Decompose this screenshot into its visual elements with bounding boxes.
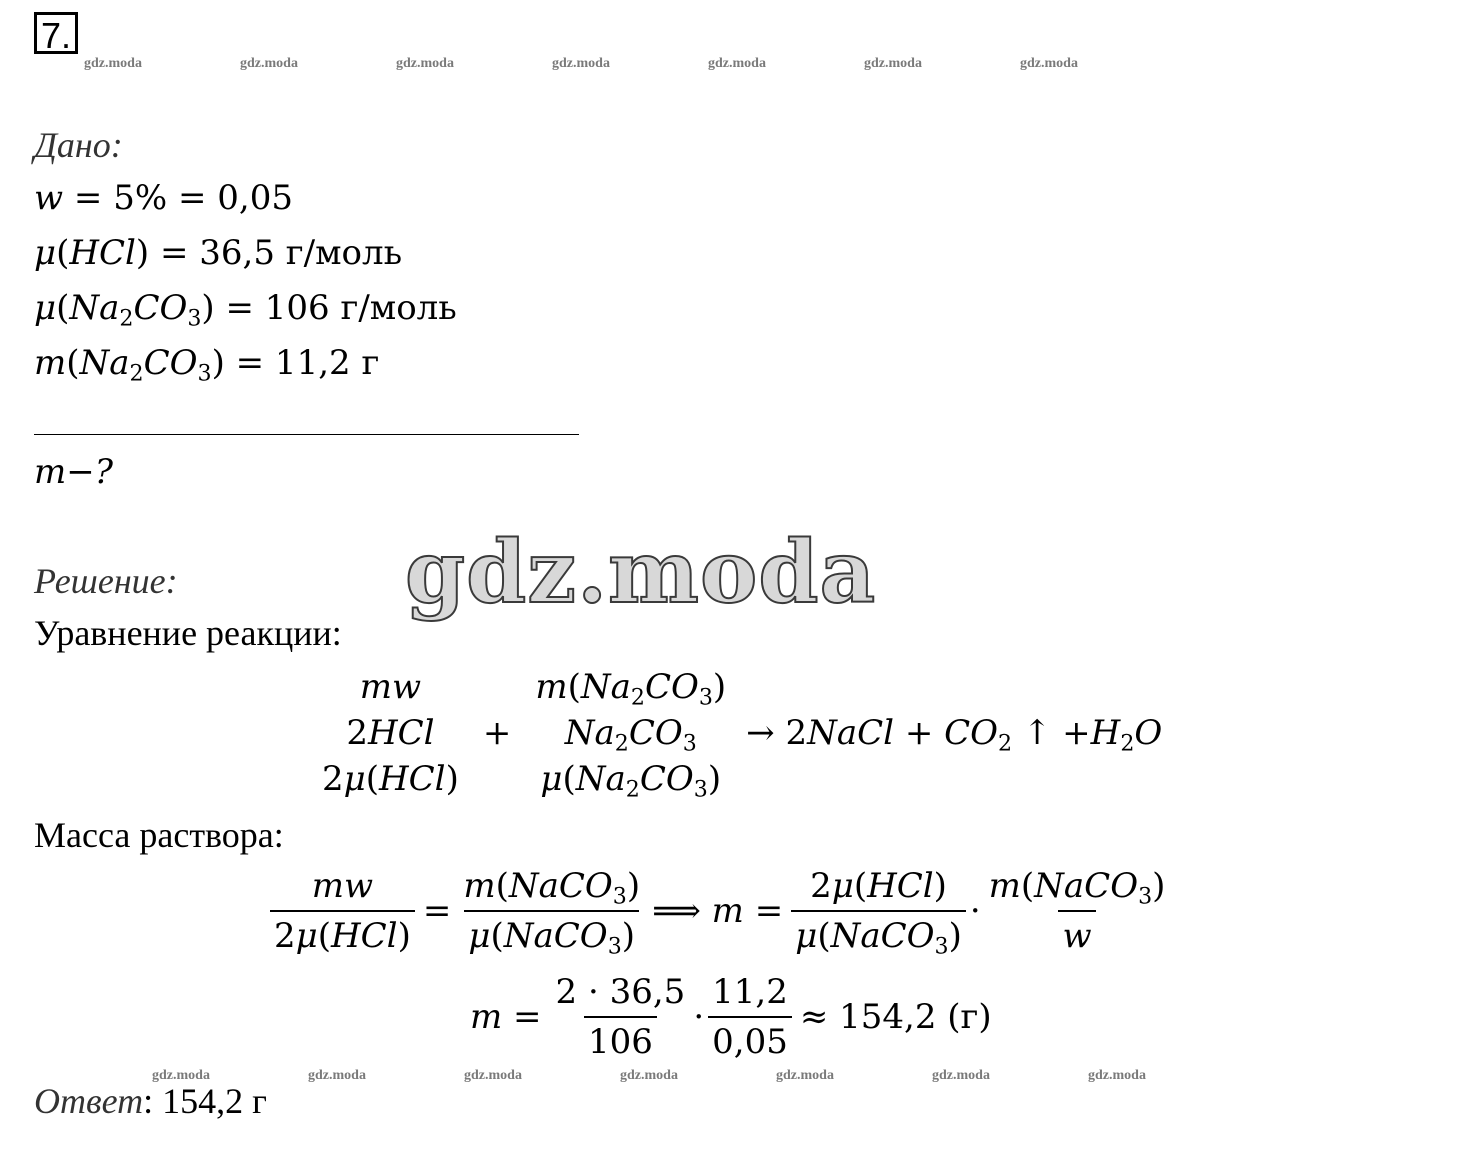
- watermark-small: gdz.moda: [552, 56, 610, 71]
- fraction: $\frac{mw}{\text{2μ(HCl)}}$: [270, 866, 415, 956]
- given-mu-na2co3-value: = 106 г/моль: [225, 288, 457, 328]
- watermark-small: gdz.moda: [864, 56, 922, 71]
- calculation: m = $\frac{2 \cdot 36,5}{106}$ · $\frac{11,2}{0,05}$ ≈ 154,2 (г): [470, 972, 992, 1062]
- fraction: [708, 972, 792, 1062]
- given-w-value: = 5% = 0,05: [73, 178, 293, 218]
- watermark-small: gdz.moda: [152, 1068, 210, 1083]
- fraction: $\frac{m(NaCO_3)}{w}$: [988, 866, 1166, 956]
- watermark-small: gdz.moda: [464, 1068, 522, 1083]
- calc-num1: 2 · 36,5: [555, 972, 686, 1012]
- calc-den2: 0,05: [708, 1016, 792, 1062]
- task-number: 7.: [34, 12, 78, 54]
- fraction: $\frac{m(NaCO_3)}{\mu(NaCO_3)}$: [463, 866, 641, 960]
- fraction: $\frac{\text{2μ(HCl)}}{\mu(NaCO_3)}$: [791, 866, 966, 956]
- watermark-small: gdz.moda: [1088, 1068, 1146, 1083]
- solution-heading: Решение:: [34, 561, 178, 601]
- find-line: m−?: [34, 452, 113, 492]
- na2co3-stack: $m(Na_2CO_3)$ $Na_2CO_3$ $\mu(Na_2CO_3)$: [535, 667, 727, 803]
- watermark-big: gdz.moda: [405, 522, 877, 623]
- watermark-small: gdz.moda: [932, 1068, 990, 1083]
- watermark-small: gdz.moda: [308, 1068, 366, 1083]
- calc-result: ≈ 154,2 (г): [799, 997, 992, 1037]
- divider-line: [34, 434, 579, 435]
- answer-value: : 154,2 г: [143, 1081, 267, 1121]
- given-mu-hcl: μ(HCl) = 36,5 г/моль: [34, 233, 403, 273]
- given-heading: Дано:: [34, 125, 123, 165]
- given-m-na2co3-value: = 11,2 г: [235, 343, 380, 383]
- watermark-small: gdz.moda: [1020, 56, 1078, 71]
- reaction-label: Уравнение реакции:: [34, 613, 342, 653]
- mass-label: Масса раствора:: [34, 815, 284, 855]
- watermark-small: gdz.moda: [396, 56, 454, 71]
- watermark-small: gdz.moda: [620, 1068, 678, 1083]
- reaction-equation: mw 2HCl 2μ(HCl) + $m(Na_2CO_3)$ $Na_2CO_3$ $\mu(Na_2CO_3)$ → 2NaCl + $CO_2$ ↑ $+H_2O$: [322, 664, 1162, 802]
- answer-label: Ответ: [34, 1081, 144, 1121]
- hcl-stack: mw 2HCl 2μ(HCl): [322, 667, 459, 799]
- given-mu-hcl-value: = 36,5 г/моль: [160, 233, 403, 273]
- watermark-small: gdz.moda: [708, 56, 766, 71]
- given-m-na2co3: $m(Na_2CO_3) = 11,2$ г: [34, 343, 380, 387]
- given-mu-na2co3: $\mu(Na_2CO_3) = 106$ г/моль: [34, 288, 457, 332]
- calc-num2: 11,2: [712, 972, 788, 1012]
- watermark-small: gdz.moda: [776, 1068, 834, 1083]
- given-w: w = 5% = 0,05: [34, 178, 293, 218]
- fraction: [552, 972, 690, 1062]
- watermark-small: gdz.moda: [84, 56, 142, 71]
- calc-den1: 106: [584, 1016, 657, 1062]
- answer-line: [34, 1080, 267, 1122]
- proportion-formula: $\frac{mw}{\text{2μ(HCl)}}$ = $\frac{m(NaCO_3)}{\mu(NaCO_3)}$ ⟹ m = $\frac{\text{2μ(HCl)}}{\mu(NaCO_3)}$ · $\frac{m(NaCO_3)}{w}$: [270, 866, 1169, 956]
- watermark-small: gdz.moda: [240, 56, 298, 71]
